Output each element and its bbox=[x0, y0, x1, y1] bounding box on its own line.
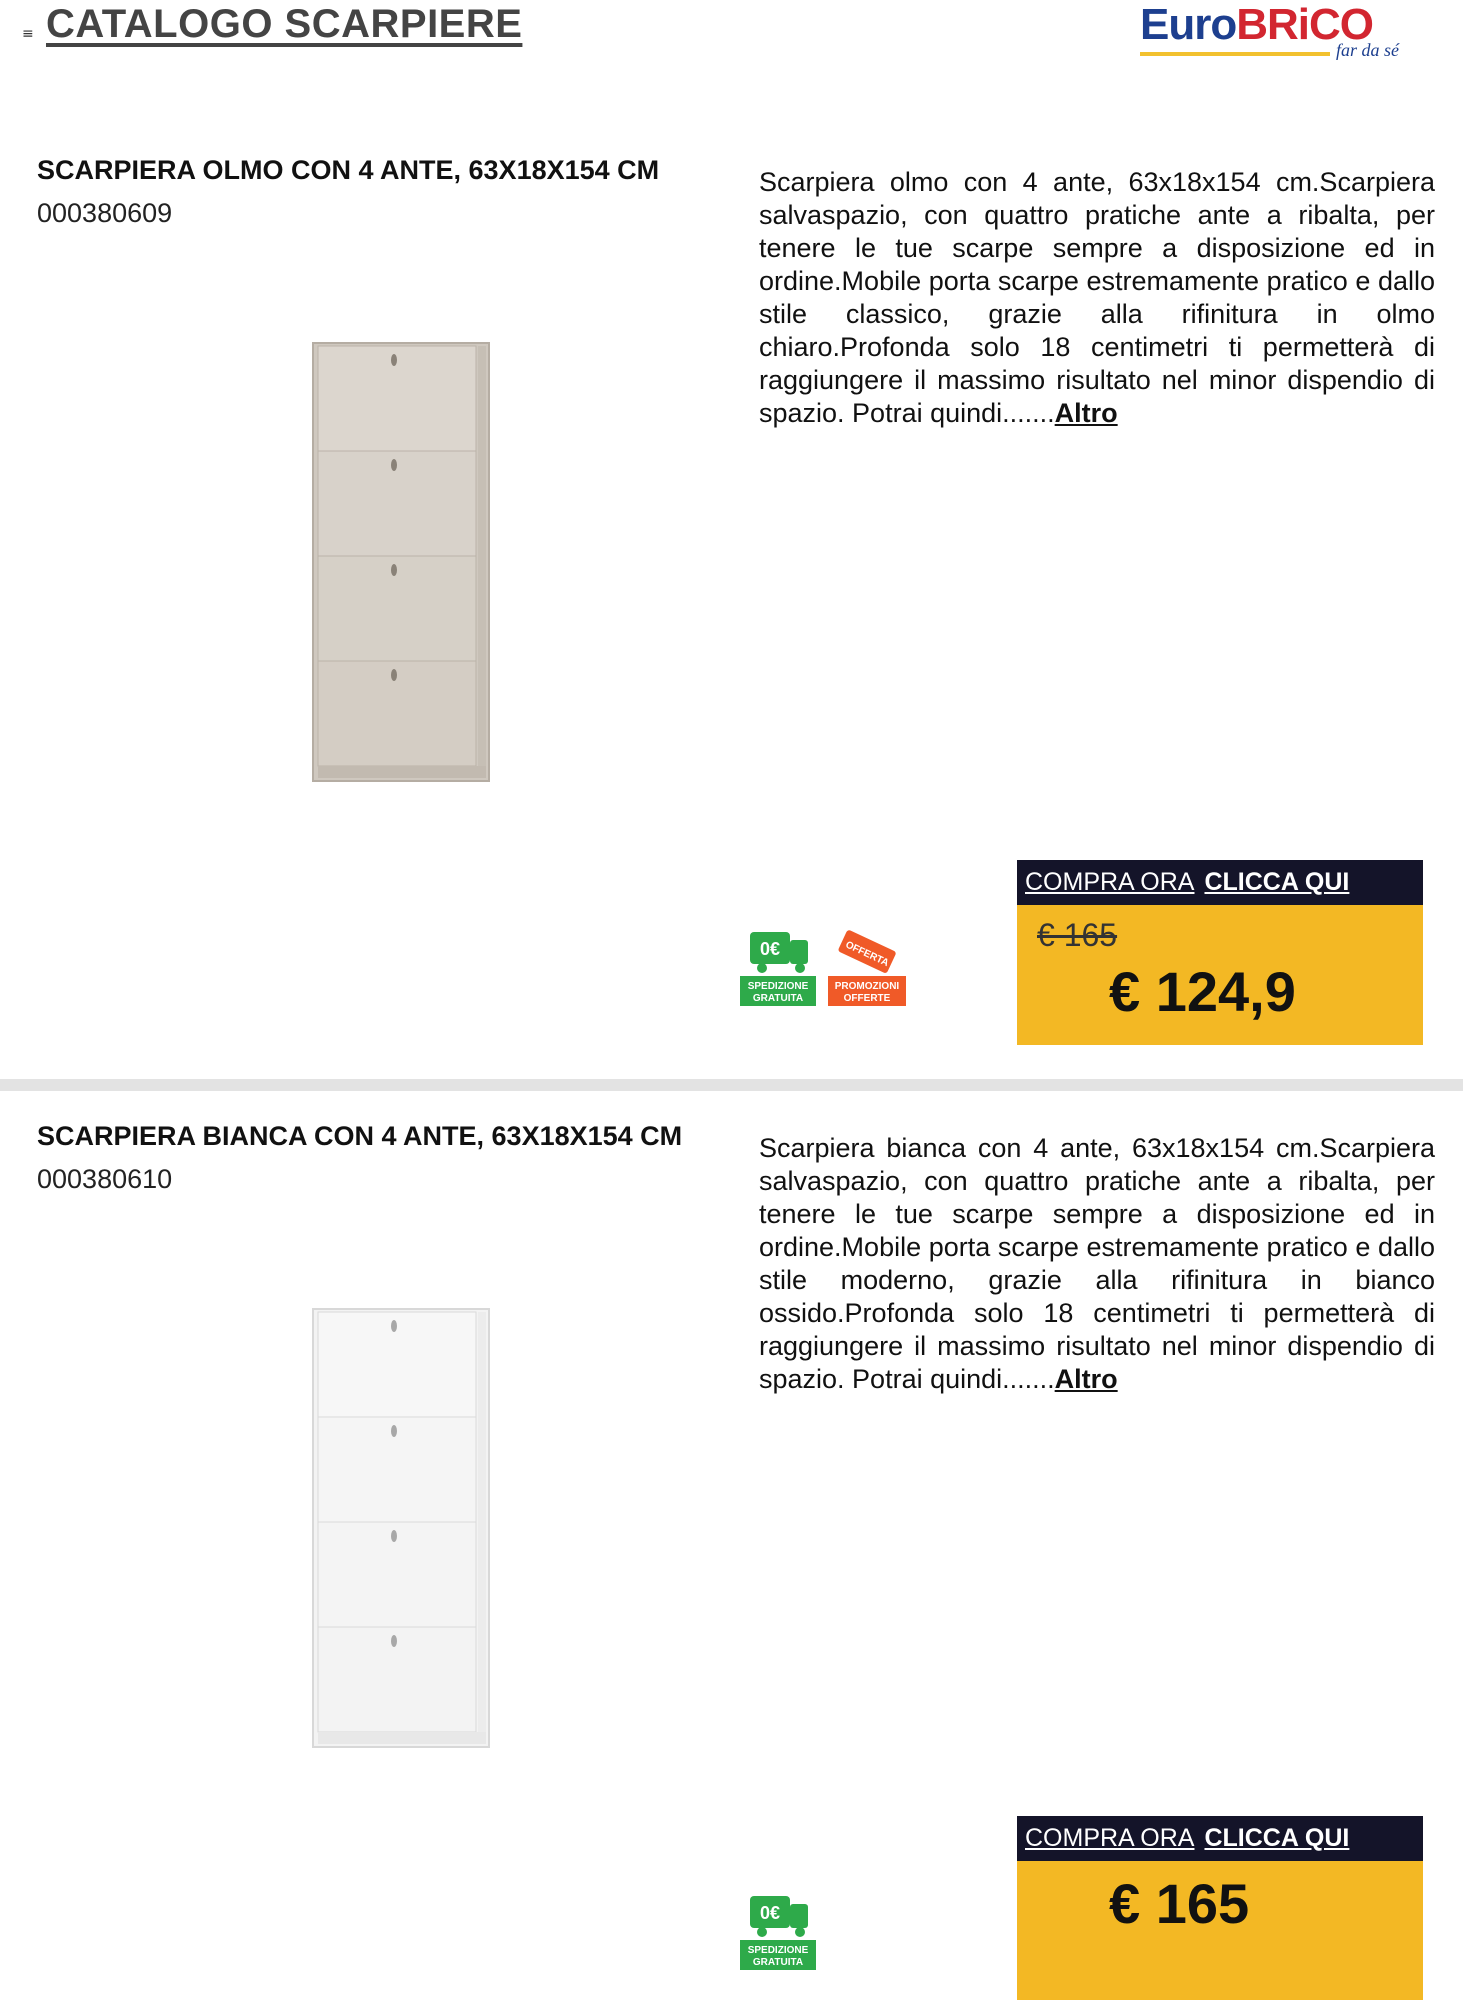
buy-bar[interactable] bbox=[1017, 860, 1423, 905]
compra-ora-link[interactable]: COMPRA ORA bbox=[1025, 868, 1195, 896]
logo-brico: BRiCO bbox=[1236, 0, 1374, 49]
section-separator bbox=[0, 1079, 1463, 1091]
product-title: SCARPIERA BIANCA CON 4 ANTE, 63X18X154 CM bbox=[37, 1121, 683, 1151]
description-text: Scarpiera bianca con 4 ante, 63x18x154 cm.Scarpiera salvaspazio, con quattro pratiche ante a ribalta, per tenere le tue scarpe sempre a disposizione ed in ordine.Mobile porta scarpe estremamente pratico e dallo stile moderno, grazie alla rifinitura in bianco ossido.Profonda solo 18 centimetri ti permetterà di raggiungere il massimo risultato nel minor dispendio di spazio. Potrai quindi....... bbox=[759, 1133, 1435, 1394]
product-title: SCARPIERA OLMO CON 4 ANTE, 63X18X154 CM bbox=[37, 155, 660, 185]
offer-badge-label1: PROMOZIONI bbox=[834, 981, 900, 992]
offer-tag-text: OFFERTA bbox=[843, 939, 891, 970]
logo-underline bbox=[1140, 52, 1330, 56]
header-mark: ≡ bbox=[22, 26, 34, 42]
description-text: Scarpiera olmo con 4 ante, 63x18x154 cm.Scarpiera salvaspazio, con quattro pratiche ante a ribalta, per tenere le tue scarpe sempre a disposizione ed in ordine.Mobile porta scarpe estremamente pratico e dallo stile classico, grazie alla rifinitura in olmo chiaro.Profonda solo 18 centimetri ti permetterà di raggiungere il massimo risultato nel minor dispendio di spazio. Potrai quindi....... bbox=[759, 167, 1435, 428]
shoe-cabinet-image[interactable] bbox=[310, 340, 492, 786]
product-code: 000380610 bbox=[37, 1164, 173, 1194]
buy-box bbox=[1017, 860, 1423, 1045]
ship-badge-label2: GRATUITA bbox=[752, 1957, 804, 1968]
more-link[interactable]: Altro bbox=[1054, 398, 1118, 428]
promo-offer-badge bbox=[828, 930, 906, 1006]
offer-badge-label2: OFFERTE bbox=[843, 993, 891, 1004]
free-shipping-badge bbox=[740, 930, 816, 1006]
price-area bbox=[1017, 905, 1423, 1045]
eurobrico-logo[interactable] bbox=[1140, 0, 1425, 60]
ship-badge-amount: 0€ bbox=[759, 1903, 781, 1923]
old-price: € 165 bbox=[1037, 917, 1118, 953]
free-shipping-badge bbox=[740, 1894, 816, 1970]
page-title: CATALOGO SCARPIERE bbox=[46, 2, 523, 46]
buy-bar[interactable] bbox=[1017, 1816, 1423, 1861]
ship-badge-label1: SPEDIZIONE bbox=[747, 981, 809, 992]
more-link[interactable]: Altro bbox=[1054, 1364, 1118, 1394]
ship-badge-label2: GRATUITA bbox=[752, 993, 804, 1004]
ship-badge-amount: 0€ bbox=[759, 939, 781, 959]
compra-ora-link[interactable]: COMPRA ORA bbox=[1025, 1824, 1195, 1852]
logo-euro: Euro bbox=[1140, 0, 1237, 49]
logo-tagline: far da sé bbox=[1336, 40, 1399, 60]
buy-box bbox=[1017, 1816, 1423, 2000]
shoe-cabinet-image[interactable] bbox=[310, 1306, 492, 1752]
clicca-qui-link[interactable]: CLICCA QUI bbox=[1204, 1824, 1350, 1852]
product-description bbox=[759, 166, 1435, 430]
ship-badge-label1: SPEDIZIONE bbox=[747, 1945, 809, 1956]
current-price: € 124,9 bbox=[1109, 960, 1296, 1023]
current-price: € 165 bbox=[1109, 1872, 1250, 1935]
price-area bbox=[1017, 1861, 1423, 2000]
product-code: 000380609 bbox=[37, 198, 173, 228]
clicca-qui-link[interactable]: CLICCA QUI bbox=[1204, 868, 1350, 896]
product-description bbox=[759, 1132, 1435, 1396]
